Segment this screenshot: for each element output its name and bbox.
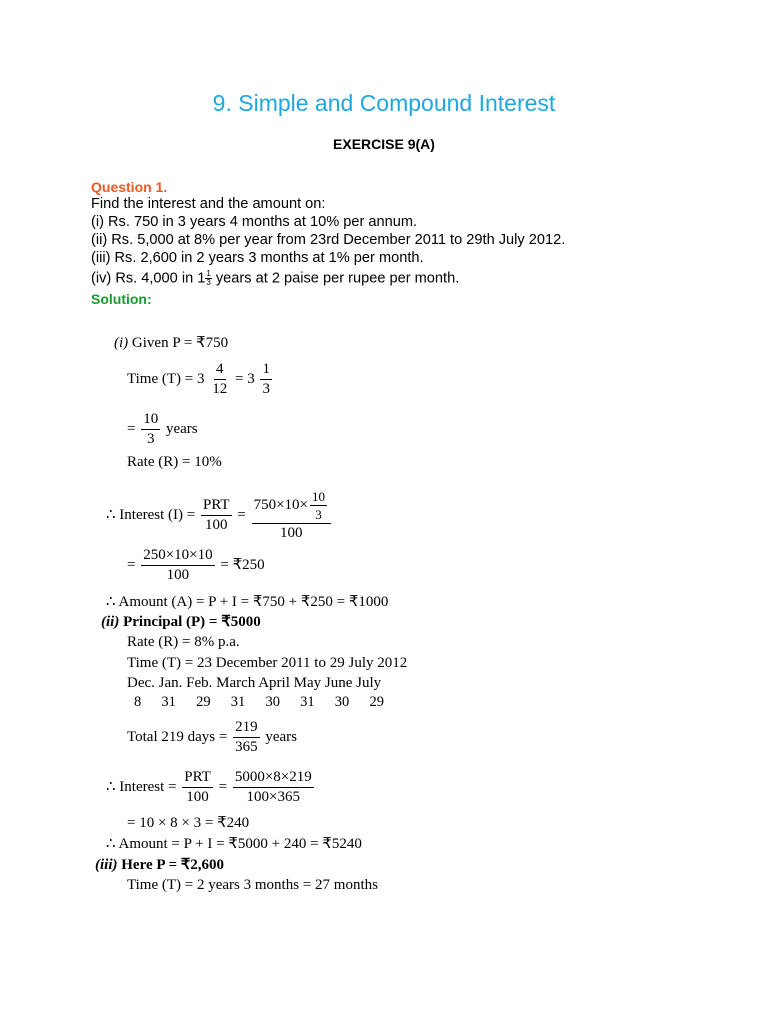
sol-i-given	[114, 334, 228, 352]
fraction-denominator: 3	[315, 507, 322, 522]
question-label: Question 1.	[91, 179, 168, 195]
time-equals: = 3	[235, 370, 255, 387]
fraction-numerator: 1	[206, 269, 211, 278]
day-count: 31	[230, 694, 246, 710]
calc-result: = ₹250	[220, 556, 265, 573]
sol-i-rate: Rate (R) = 10%	[127, 454, 222, 470]
part-i-marker: (i)	[114, 335, 129, 351]
fraction-denominator: 100	[166, 567, 190, 583]
fraction-ii-calc	[233, 770, 314, 805]
sol-i-years	[127, 412, 198, 447]
days-row	[134, 694, 384, 711]
therefore-symbol: ∴	[106, 594, 116, 610]
day-count: 30	[265, 694, 280, 710]
fraction-denominator: 100	[205, 517, 228, 533]
sol-i-interest	[106, 490, 333, 541]
question-part-3: (iii) Rs. 2,600 in 2 years 3 months at 1% per month.	[91, 250, 424, 266]
fraction-4-12	[210, 362, 229, 397]
years-word: years	[265, 728, 297, 745]
fraction-compound	[252, 490, 331, 541]
fraction-calc	[141, 548, 214, 583]
question-part-4-start: (iv) Rs. 4,000 in 1	[91, 270, 206, 287]
fraction-1-3	[260, 362, 272, 397]
fraction-denominator: 365	[235, 739, 258, 755]
fraction-denominator: 12	[212, 381, 228, 397]
interest-label: Interest =	[119, 778, 177, 795]
sol-ii-principal	[101, 613, 261, 631]
question-intro: Find the interest and the amount on:	[91, 196, 326, 212]
fraction-10-3	[310, 490, 327, 521]
day-count: 29	[196, 694, 211, 710]
solution-label: Solution:	[91, 291, 152, 307]
fraction-denominator: 100	[186, 789, 209, 805]
years-word: years	[165, 420, 198, 437]
fraction-numerator: 250×10×10	[141, 548, 214, 566]
day-count: 30	[334, 694, 350, 710]
sol-i-amount	[106, 593, 388, 611]
question-part-1: (i) Rs. 750 in 3 years 4 months at 10% per annum.	[91, 214, 418, 230]
sol-i-time	[127, 362, 274, 397]
fraction-denominator: 3	[146, 431, 155, 447]
months-row: Dec. Jan. Feb. March April May June July	[127, 675, 382, 691]
sol-ii-time: Time (T) = 23 December 2011 to 29 July 2012	[127, 655, 408, 671]
fraction-prt-100	[182, 770, 213, 805]
given-principal: Given P = ₹750	[128, 335, 229, 351]
part-ii-marker: (ii)	[101, 614, 120, 630]
here-line: Here P = ₹2,600	[121, 857, 225, 873]
exercise-heading: EXERCISE 9(A)	[333, 136, 435, 152]
fraction-10-3	[141, 412, 160, 447]
day-count: 31	[161, 694, 176, 710]
fraction-numerator	[252, 490, 331, 524]
sol-iii-time: Time (T) = 2 years 3 months = 27 months	[127, 877, 378, 893]
total-label: Total 219 days =	[127, 728, 228, 745]
equals-sign: =	[218, 778, 228, 795]
day-count: 31	[300, 694, 315, 710]
fraction-denominator: 100	[280, 525, 303, 541]
question-part-2: (ii) Rs. 5,000 at 8% per year from 23rd December 2011 to 29th July 2012.	[91, 232, 566, 248]
day-count: 8	[134, 694, 142, 710]
fraction-prt-100	[201, 498, 232, 533]
equals-sign: =	[127, 420, 136, 437]
fraction-numerator: 5000×8×219	[233, 770, 314, 788]
sol-ii-rate: Rate (R) = 8% p.a.	[127, 634, 240, 650]
sol-i-calc	[127, 548, 265, 583]
time-label: Time (T) = 3	[127, 370, 205, 387]
question-part-4	[91, 270, 459, 287]
day-count: 29	[369, 694, 384, 710]
page-title: 9. Simple and Compound Interest	[212, 90, 556, 116]
therefore-symbol: ∴	[106, 778, 116, 795]
equals-sign: =	[237, 506, 246, 523]
fraction-denominator: 100×365	[246, 789, 300, 805]
therefore-symbol: ∴	[106, 836, 116, 852]
fraction-numerator: 219	[233, 720, 260, 738]
question-part-4-end: years at 2 paise per rupee per month.	[211, 270, 460, 287]
fraction-numerator: 1	[260, 362, 272, 380]
equals-sign: =	[127, 556, 136, 573]
fraction-denominator: 3	[206, 278, 211, 287]
therefore-symbol: ∴	[106, 506, 116, 523]
sol-ii-amount	[106, 835, 362, 853]
fraction-numerator: 4	[214, 362, 226, 380]
fraction-numerator: 10	[311, 489, 325, 504]
principal-line: Principal (P) = ₹5000	[123, 614, 261, 630]
sol-ii-interest	[106, 770, 316, 805]
sol-ii-result: = 10 × 8 × 3 = ₹240	[127, 815, 250, 831]
amount-line: Amount = P + I = ₹5000 + 240 = ₹5240	[118, 836, 362, 852]
interest-label: Interest (I) =	[119, 506, 196, 523]
fraction-numerator: PRT	[201, 498, 232, 516]
fraction-denominator: 3	[262, 381, 270, 397]
part-iii-marker: (iii)	[95, 857, 118, 873]
fraction-numerator: PRT	[182, 770, 213, 788]
numerator-product: 750×10×	[253, 496, 308, 513]
sol-iii-here	[95, 856, 224, 874]
sol-ii-total	[127, 720, 297, 755]
fraction-219-365	[233, 720, 260, 755]
fraction-numerator: 10	[141, 412, 160, 430]
amount-line: Amount (A) = P + I = ₹750 + ₹250 = ₹1000	[118, 594, 389, 610]
